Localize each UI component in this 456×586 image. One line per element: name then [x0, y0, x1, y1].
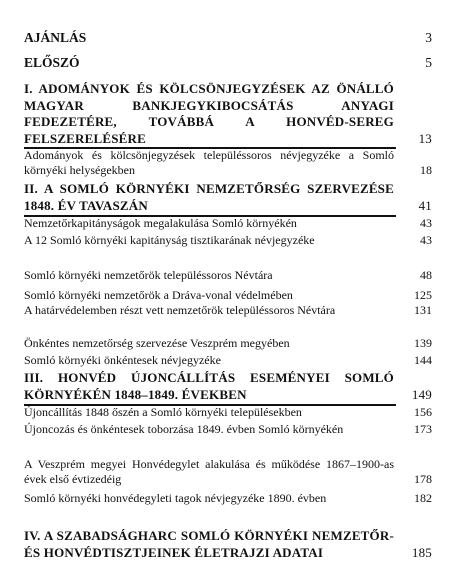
toc-entry-page: 144	[414, 353, 432, 367]
toc-entry	[24, 288, 432, 303]
toc-entry-title: AJÁNLÁS	[24, 30, 87, 45]
toc-entry	[24, 233, 432, 248]
toc-chapter-page: 149	[411, 386, 432, 402]
toc-entry-ajanlas	[24, 30, 432, 45]
toc-entry	[24, 148, 432, 178]
toc-entry-eloszo	[24, 55, 432, 70]
toc-entry-page: 182	[414, 491, 432, 505]
toc-chapter-title: III. HONVÉD ÚJONCÁLLÍTÁS ESEMÉNYEI SOMLÓ KÖRNYÉKÉN 1848–1849. ÉVEKBEN	[24, 370, 394, 402]
toc-entry-title: Önkéntes nemzetőrség szervezése Veszprém megyében	[24, 336, 290, 350]
toc-chapter-1	[24, 81, 432, 147]
toc-entry-title: Somló környéki nemzetőrök településsoros Névtára	[24, 268, 273, 282]
toc-entry-title: ELŐSZÓ	[24, 55, 80, 70]
toc-entry-title: Somló környéki önkéntesek névjegyzéke	[24, 353, 221, 367]
toc-entry	[24, 268, 432, 283]
toc-entry-page: 131	[414, 303, 432, 317]
toc-chapter-page: 13	[418, 130, 432, 146]
toc-entry	[24, 491, 432, 506]
toc-entry-page: 156	[414, 405, 432, 419]
toc-entry-title: Somló környéki honvédegyleti tagok névjegyzéke 1890. évben	[24, 491, 327, 505]
toc-entry-page: 5	[425, 55, 432, 70]
toc-entry-page: 48	[420, 268, 432, 282]
toc-entry-page: 125	[414, 288, 432, 302]
toc-entry-title: A 12 Somló környéki kapitányság tisztikarának névjegyzéke	[24, 233, 315, 247]
toc-chapter-title: IV. A SZABADSÁGHARC SOMLÓ KÖRNYÉKI NEMZETŐR- ÉS HONVÉDTISZTJEINEK ÉLETRAJZI ADATAI	[24, 528, 394, 560]
toc-entry	[24, 303, 432, 318]
toc-chapter-page: 185	[411, 544, 432, 560]
toc-entry-title: A határvédelemben részt vett nemzetőrök településsoros Névtára	[24, 303, 336, 317]
toc-entry-title: Somló környéki nemzetőrök a Dráva-vonal védelmében	[24, 288, 293, 302]
toc-chapter-page: 41	[418, 197, 432, 213]
toc-entry	[24, 422, 432, 437]
toc-entry	[24, 405, 432, 420]
toc-entry	[24, 353, 432, 368]
toc-entry-page: 43	[420, 216, 432, 230]
toc-entry-page: 173	[414, 422, 432, 436]
toc-entry-title: Újoncozás és önkéntesek toborzása 1849. évben Somló környékén	[24, 422, 344, 436]
toc-entry-page: 139	[414, 336, 432, 350]
toc-entry-page: 3	[425, 30, 432, 45]
toc-entry-page: 18	[420, 163, 432, 177]
toc-chapter-title: II. A SOMLÓ KÖRNYÉKI NEMZETŐRSÉG SZERVEZÉSE 1848. ÉV TAVASZÁN	[24, 181, 394, 213]
toc-chapter-4	[24, 528, 432, 561]
toc-chapter-3	[24, 370, 432, 403]
toc-entry-title: A Veszprém megyei Honvédegylet alakulása és működése 1867–1900-as évek első évtizedéig	[24, 457, 394, 486]
toc-entry-title: Adományok és kölcsönjegyzések településsoros névjegyzéke a Somló környéki helységekben	[24, 148, 394, 177]
toc-entry-page: 178	[414, 472, 432, 486]
toc-entry	[24, 336, 432, 351]
toc-chapter-2	[24, 181, 432, 214]
toc-entry	[24, 216, 432, 231]
toc-entry-page: 43	[420, 233, 432, 247]
toc-entry-title: Újoncállítás 1848 őszén a Somló környéki településekben	[24, 405, 302, 419]
toc-entry	[24, 457, 432, 487]
toc-chapter-title: I. ADOMÁNYOK ÉS KÖLCSÖNJEGYZÉSEK AZ ÖNÁLLÓ MAGYAR BANKJEGYKIBOCSÁTÁS ANYAGI FEDEZETÉRE, TOVÁBBÁ A HONVÉD-SEREG FELSZERELÉSÉRE	[24, 81, 394, 146]
toc-entry-title: Nemzetőrkapitányságok megalakulása Somló környékén	[24, 216, 297, 230]
